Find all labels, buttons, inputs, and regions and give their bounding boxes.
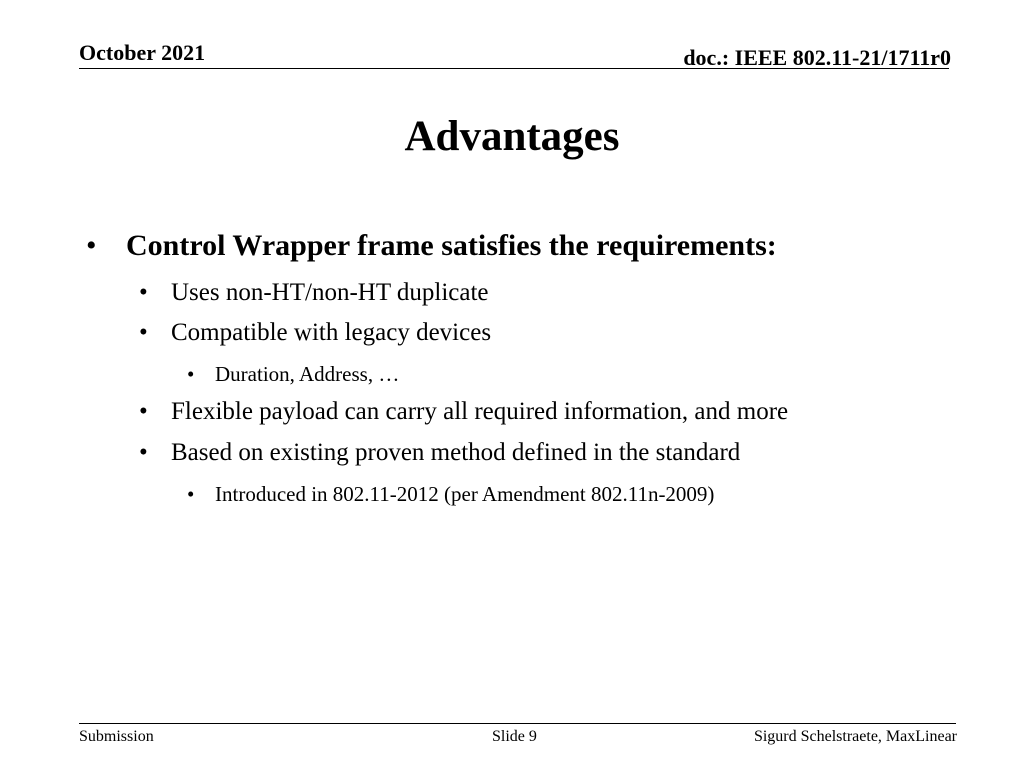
footer-submission: Submission xyxy=(79,728,154,745)
slide-title: Advantages xyxy=(404,113,620,160)
header-divider xyxy=(79,68,949,69)
bullet-text: Based on existing proven method defined in the standard xyxy=(171,439,741,466)
bullet-text: Introduced in 802.11-2012 (per Amendment 802.11n-2009) xyxy=(215,482,715,506)
bullet-text: Flexible payload can carry all required information, and more xyxy=(171,398,789,425)
bullet-dot-icon: • xyxy=(139,319,148,346)
bullet-level3 xyxy=(187,482,714,507)
bullet-dot-icon: • xyxy=(139,439,148,466)
header-date: October 2021 xyxy=(79,40,206,65)
bullet-level2 xyxy=(139,279,489,307)
bullet-text: Compatible with legacy devices xyxy=(171,319,492,346)
bullet-level2 xyxy=(139,439,740,467)
bullet-level3 xyxy=(187,362,399,387)
bullet-level1 xyxy=(86,229,777,263)
bullet-text: Control Wrapper frame satisfies the requirements: xyxy=(126,229,777,262)
header-doc-id: doc.: IEEE 802.11-21/1711r0 xyxy=(683,45,951,70)
bullet-dot-icon: • xyxy=(139,279,148,306)
bullet-level2 xyxy=(139,319,491,347)
bullet-text: Duration, Address, … xyxy=(215,362,400,386)
bullet-dot-icon: • xyxy=(86,229,97,262)
bullet-dot-icon: • xyxy=(187,362,195,386)
footer-author: Sigurd Schelstraete, MaxLinear xyxy=(753,728,957,745)
bullet-dot-icon: • xyxy=(139,398,148,425)
bullet-dot-icon: • xyxy=(187,482,195,506)
footer-divider xyxy=(79,723,956,724)
footer-slide-number: Slide 9 xyxy=(492,728,537,745)
bullet-level2 xyxy=(139,398,788,426)
bullet-text: Uses non-HT/non-HT duplicate xyxy=(171,279,489,306)
